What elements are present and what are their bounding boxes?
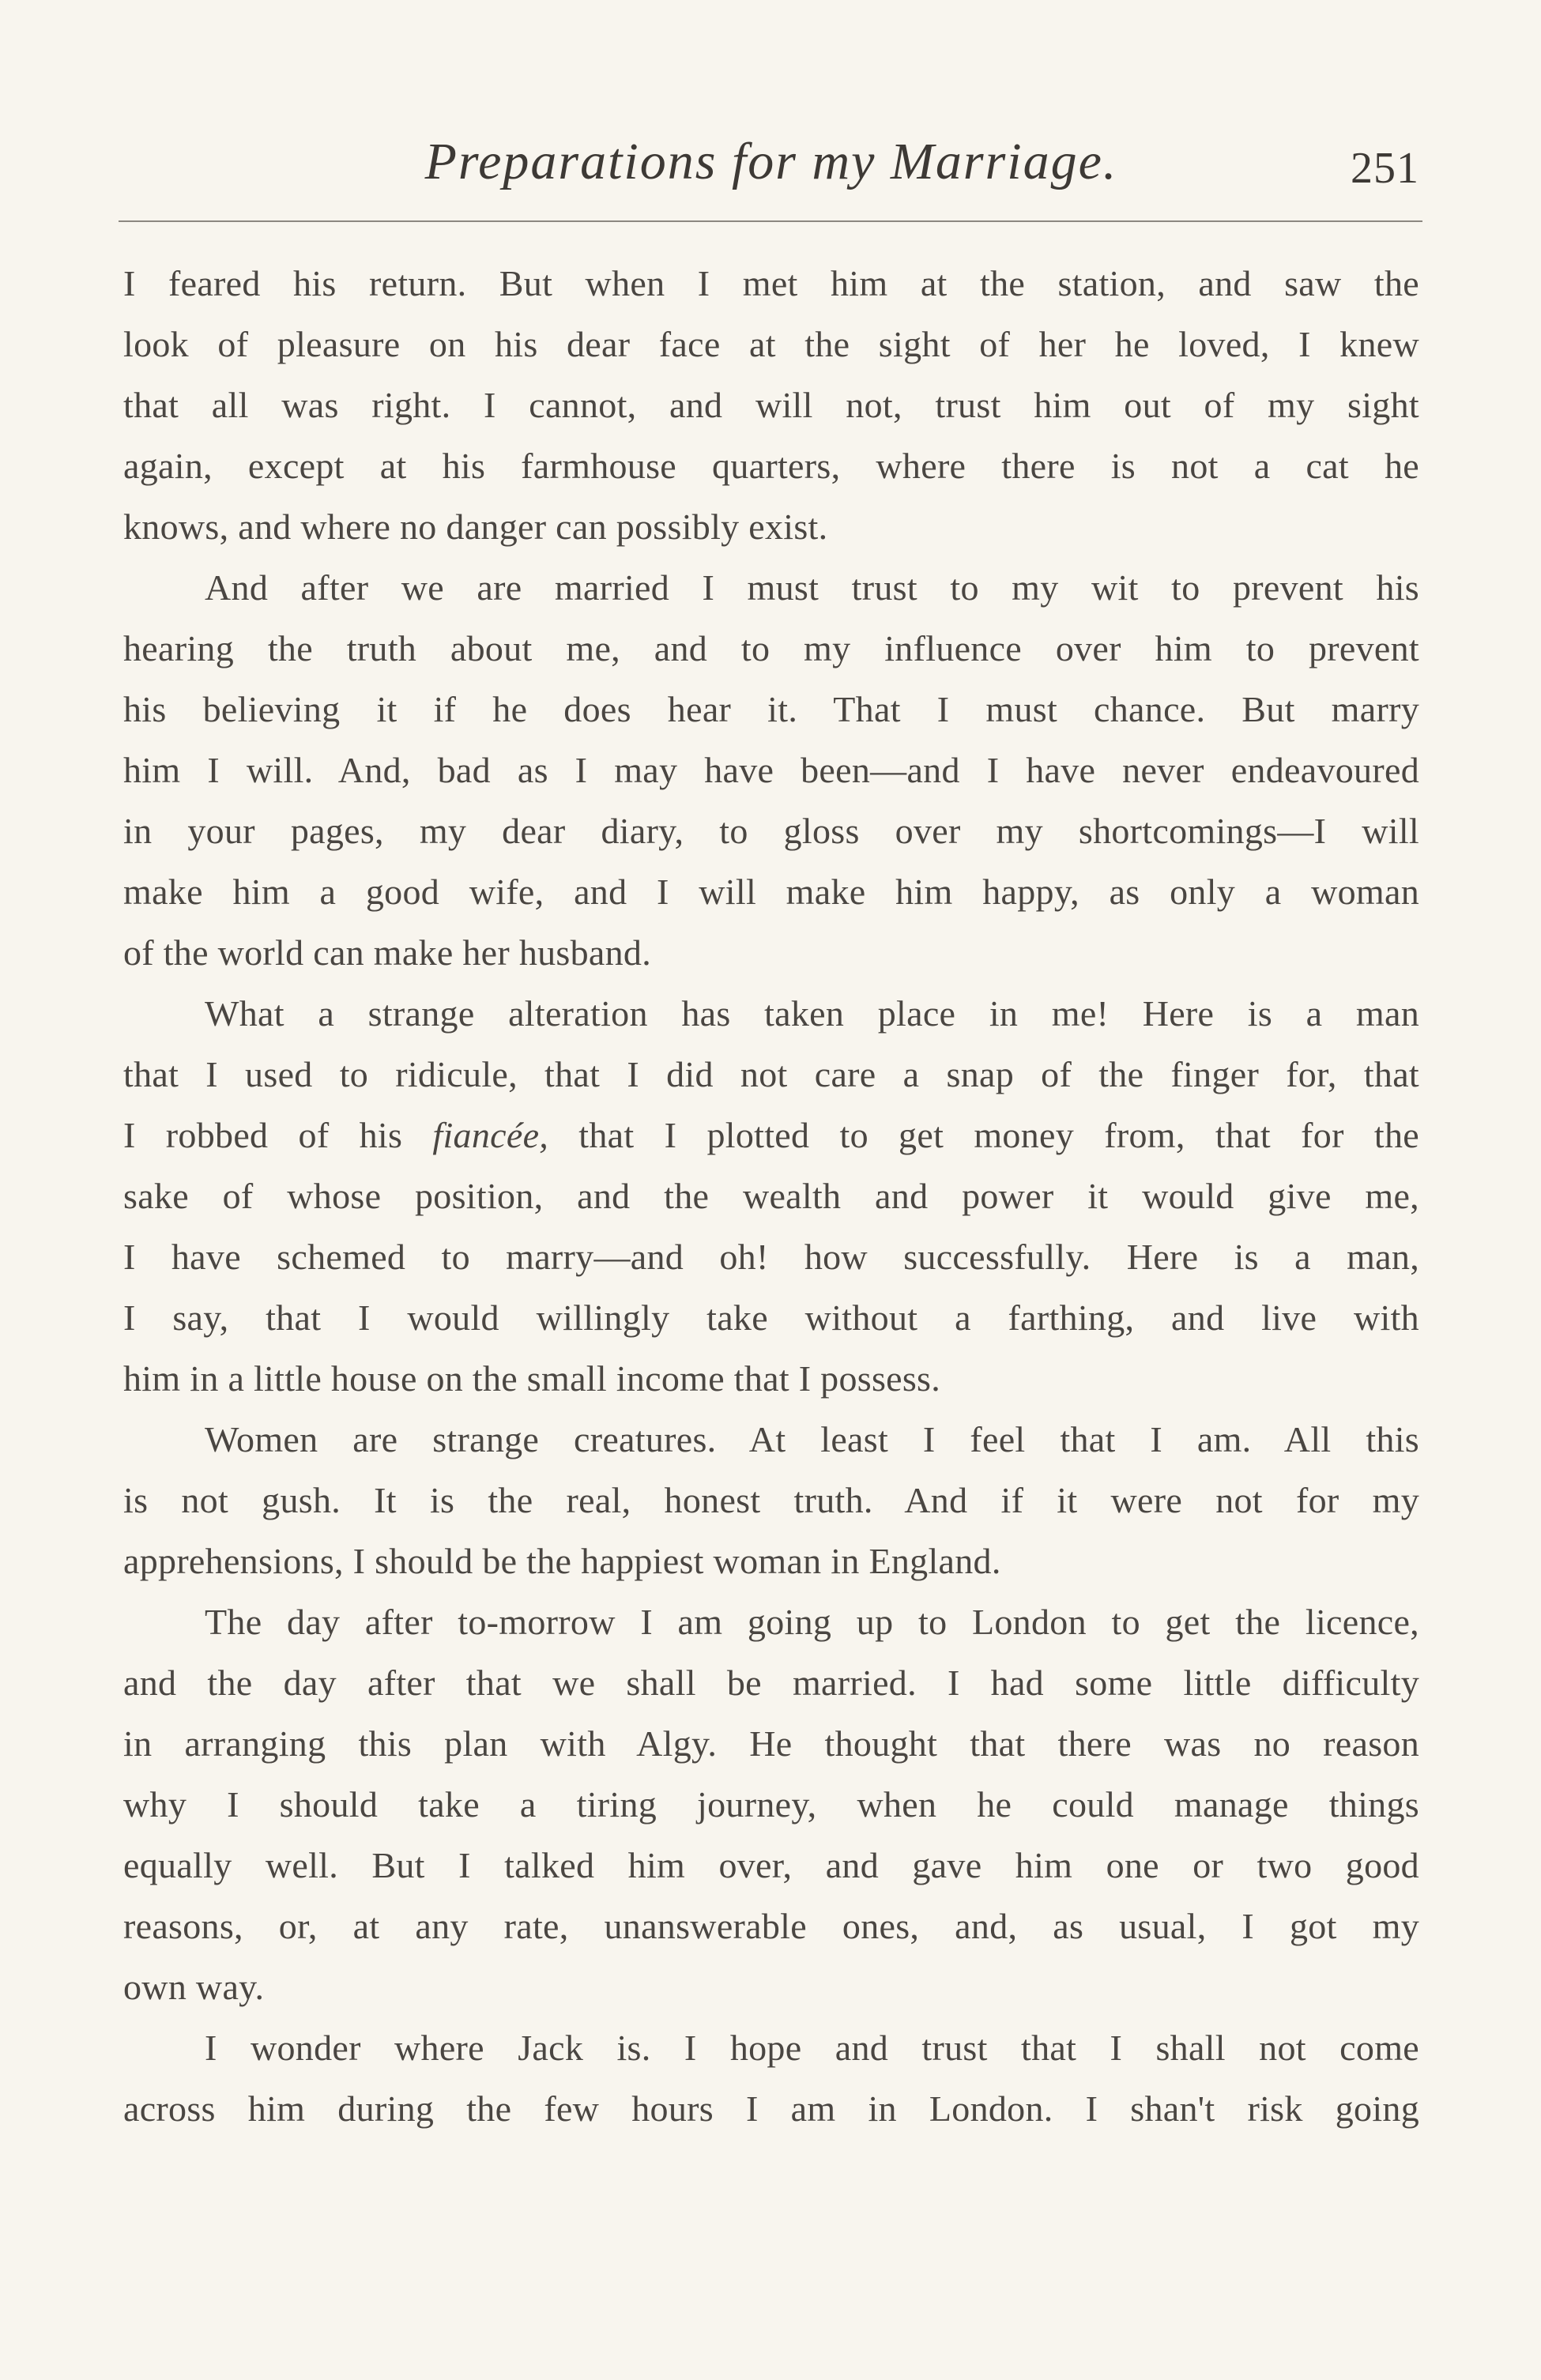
text-line: And after we are married I must trust to my wit to prevent his	[205, 567, 1419, 608]
text-line: in your pages, my dear diary, to gloss over my shortcomings—I will	[123, 811, 1419, 851]
text-line: of the world can make her husband.	[123, 932, 652, 973]
text-line: look of pleasure on his dear face at the sight of her he loved, I knew	[123, 324, 1419, 364]
text-line: reasons, or, at any rate, unanswerable ones, and, as usual, I got my	[123, 1906, 1419, 1946]
text-line: own way.	[123, 1967, 265, 2007]
running-title: Preparations for my Marriage.	[424, 133, 1118, 190]
text-line: apprehensions, I should be the happiest woman in England.	[123, 1541, 1001, 1581]
text-line: in arranging this plan with Algy. He thought that there was no reason	[123, 1723, 1419, 1764]
italic-word: fiancée,	[432, 1115, 549, 1155]
text-line: hearing the truth about me, and to my influence over him to prevent	[123, 628, 1419, 668]
text-segment: that I plotted to get money from, that for the	[548, 1115, 1419, 1155]
text-line: I wonder where Jack is. I hope and trust that I shall not come	[205, 2028, 1419, 2068]
text-line: him in a little house on the small income that I possess.	[123, 1358, 941, 1399]
text-line: equally well. But I talked him over, and gave him one or two good	[123, 1845, 1419, 1885]
text-line: The day after to-morrow I am going up to London to get the licence,	[205, 1602, 1419, 1642]
text-line: his believing it if he does hear it. That I must chance. But marry	[123, 689, 1419, 729]
text-line: again, except at his farmhouse quarters, where there is not a cat he	[123, 446, 1419, 486]
text-line: I feared his return. But when I met him at the station, and saw the	[123, 263, 1419, 303]
text-segment: I robbed of his	[123, 1115, 433, 1155]
text-line: across him during the few hours I am in London. I shan't risk going	[123, 2088, 1419, 2129]
text-line: him I will. And, bad as I may have been—and I have never endeavoured	[123, 750, 1419, 790]
text-line: make him a good wife, and I will make him happy, as only a woman	[123, 872, 1419, 912]
running-head	[123, 126, 1419, 198]
text-line: that all was right. I cannot, and will not, trust him out of my sight	[123, 385, 1419, 425]
text-line: is not gush. It is the real, honest truth. And if it were not for my	[123, 1480, 1419, 1520]
text-line: and the day after that we shall be married. I had some little difficulty	[123, 1663, 1419, 1703]
text-line: sake of whose position, and the wealth and power it would give me,	[123, 1176, 1419, 1216]
text-line: knows, and where no danger can possibly exist.	[123, 507, 828, 547]
page-number: 251	[1351, 144, 1419, 193]
text-line: that I used to ridicule, that I did not care a snap of the finger for, that	[123, 1054, 1419, 1094]
text-line: why I should take a tiring journey, when he could manage things	[123, 1784, 1419, 1825]
text-line: Women are strange creatures. At least I feel that I am. All this	[205, 1419, 1419, 1459]
text-line: I have schemed to marry—and oh! how successfully. Here is a man,	[123, 1237, 1419, 1277]
text-line: I say, that I would willingly take without a farthing, and live with	[123, 1297, 1419, 1338]
header-rule	[119, 220, 1422, 222]
text-line: What a strange alteration has taken place in me! Here is a man	[205, 993, 1419, 1034]
text-line	[123, 1105, 1419, 1166]
body-text	[123, 253, 1419, 2139]
